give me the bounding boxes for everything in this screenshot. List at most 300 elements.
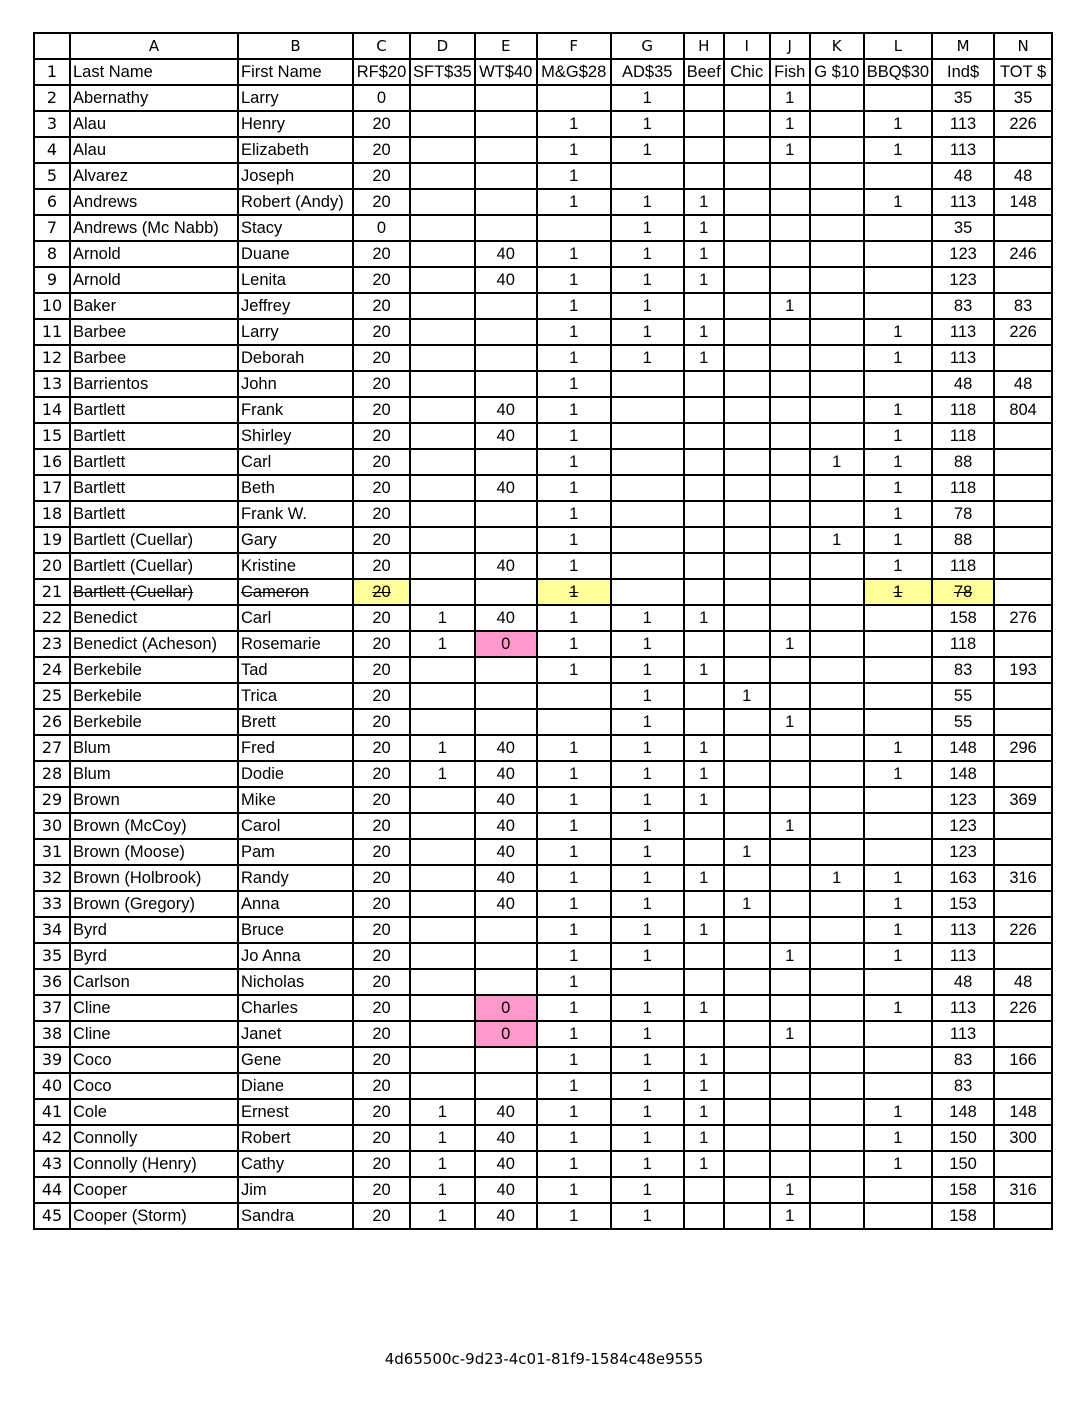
data-cell[interactable]	[684, 1021, 724, 1047]
data-cell[interactable]	[410, 683, 475, 709]
data-cell[interactable]	[770, 969, 810, 995]
data-cell[interactable]: Cooper (Storm)	[70, 1203, 238, 1229]
data-cell[interactable]: Bartlett (Cuellar)	[70, 527, 238, 553]
data-cell[interactable]	[684, 137, 724, 163]
column-header[interactable]: K	[810, 33, 864, 59]
data-cell[interactable]: Coco	[70, 1073, 238, 1099]
data-cell[interactable]	[770, 527, 810, 553]
data-cell[interactable]: 1	[864, 111, 932, 137]
data-cell[interactable]: 1	[537, 969, 611, 995]
row-number[interactable]: 11	[34, 319, 70, 345]
data-cell[interactable]: Gary	[238, 527, 353, 553]
data-cell[interactable]	[994, 423, 1052, 449]
data-cell[interactable]: 1	[537, 241, 611, 267]
data-cell[interactable]	[724, 943, 770, 969]
data-cell[interactable]: Carlson	[70, 969, 238, 995]
data-cell[interactable]	[994, 839, 1052, 865]
data-cell[interactable]	[410, 85, 475, 111]
column-header[interactable]: L	[864, 33, 932, 59]
data-cell[interactable]	[994, 709, 1052, 735]
row-number[interactable]: 13	[34, 371, 70, 397]
data-cell[interactable]	[475, 345, 537, 371]
column-label-cell[interactable]: Beef	[684, 59, 724, 85]
data-cell[interactable]: 1	[611, 319, 684, 345]
data-cell[interactable]: Bartlett	[70, 397, 238, 423]
data-cell[interactable]	[770, 761, 810, 787]
data-cell[interactable]: Blum	[70, 761, 238, 787]
data-cell[interactable]: Beth	[238, 475, 353, 501]
data-cell[interactable]	[611, 397, 684, 423]
data-cell[interactable]: 88	[932, 449, 994, 475]
data-cell[interactable]	[475, 683, 537, 709]
data-cell[interactable]: Bartlett	[70, 423, 238, 449]
data-cell[interactable]	[724, 137, 770, 163]
column-header[interactable]: G	[611, 33, 684, 59]
data-cell[interactable]: 1	[611, 111, 684, 137]
data-cell[interactable]: 113	[932, 1021, 994, 1047]
data-cell[interactable]: Ernest	[238, 1099, 353, 1125]
data-cell[interactable]: 123	[932, 241, 994, 267]
data-cell[interactable]	[770, 1073, 810, 1099]
data-cell[interactable]	[770, 267, 810, 293]
data-cell[interactable]: 0	[475, 631, 537, 657]
data-cell[interactable]: Alau	[70, 137, 238, 163]
data-cell[interactable]	[537, 709, 611, 735]
row-number[interactable]: 14	[34, 397, 70, 423]
data-cell[interactable]: 40	[475, 267, 537, 293]
data-cell[interactable]	[864, 683, 932, 709]
data-cell[interactable]	[410, 397, 475, 423]
data-cell[interactable]	[770, 397, 810, 423]
data-cell[interactable]: 40	[475, 475, 537, 501]
data-cell[interactable]: 1	[864, 761, 932, 787]
data-cell[interactable]: 1	[410, 1099, 475, 1125]
data-cell[interactable]	[864, 163, 932, 189]
data-cell[interactable]: Blum	[70, 735, 238, 761]
row-number[interactable]: 40	[34, 1073, 70, 1099]
data-cell[interactable]: 20	[353, 527, 410, 553]
data-cell[interactable]	[410, 813, 475, 839]
data-cell[interactable]: 20	[353, 1073, 410, 1099]
data-cell[interactable]	[810, 85, 864, 111]
data-cell[interactable]: 1	[537, 917, 611, 943]
data-cell[interactable]	[724, 1047, 770, 1073]
data-cell[interactable]: Byrd	[70, 917, 238, 943]
data-cell[interactable]: 1	[537, 293, 611, 319]
data-cell[interactable]: Stacy	[238, 215, 353, 241]
data-cell[interactable]	[770, 917, 810, 943]
data-cell[interactable]: 1	[537, 839, 611, 865]
data-cell[interactable]: 20	[353, 111, 410, 137]
data-cell[interactable]	[724, 371, 770, 397]
data-cell[interactable]	[475, 969, 537, 995]
data-cell[interactable]	[611, 423, 684, 449]
data-cell[interactable]: Shirley	[238, 423, 353, 449]
data-cell[interactable]: 1	[537, 111, 611, 137]
data-cell[interactable]: 1	[611, 813, 684, 839]
data-cell[interactable]	[684, 111, 724, 137]
data-cell[interactable]: 0	[475, 1021, 537, 1047]
data-cell[interactable]: 804	[994, 397, 1052, 423]
row-number[interactable]: 45	[34, 1203, 70, 1229]
data-cell[interactable]: Bruce	[238, 917, 353, 943]
data-cell[interactable]: 316	[994, 1177, 1052, 1203]
data-cell[interactable]	[410, 1047, 475, 1073]
data-cell[interactable]: Rosemarie	[238, 631, 353, 657]
data-cell[interactable]: Elizabeth	[238, 137, 353, 163]
row-number[interactable]: 21	[34, 579, 70, 605]
data-cell[interactable]: 20	[353, 1151, 410, 1177]
data-cell[interactable]	[410, 1021, 475, 1047]
data-cell[interactable]: 20	[353, 943, 410, 969]
data-cell[interactable]: Alvarez	[70, 163, 238, 189]
data-cell[interactable]	[770, 683, 810, 709]
row-number[interactable]: 9	[34, 267, 70, 293]
data-cell[interactable]	[611, 527, 684, 553]
data-cell[interactable]: Berkebile	[70, 657, 238, 683]
data-cell[interactable]: Baker	[70, 293, 238, 319]
data-cell[interactable]: 1	[611, 709, 684, 735]
data-cell[interactable]: 1	[611, 917, 684, 943]
data-cell[interactable]: Byrd	[70, 943, 238, 969]
data-cell[interactable]	[810, 761, 864, 787]
data-cell[interactable]	[810, 787, 864, 813]
data-cell[interactable]	[537, 683, 611, 709]
data-cell[interactable]: 1	[864, 475, 932, 501]
data-cell[interactable]	[724, 761, 770, 787]
data-cell[interactable]: 20	[353, 371, 410, 397]
data-cell[interactable]: 1	[684, 657, 724, 683]
data-cell[interactable]: 20	[353, 735, 410, 761]
data-cell[interactable]: 1	[864, 1099, 932, 1125]
row-number[interactable]: 25	[34, 683, 70, 709]
data-cell[interactable]	[770, 553, 810, 579]
data-cell[interactable]: 1	[611, 1125, 684, 1151]
data-cell[interactable]: 20	[353, 137, 410, 163]
data-cell[interactable]: 1	[410, 1151, 475, 1177]
data-cell[interactable]: John	[238, 371, 353, 397]
data-cell[interactable]: 20	[353, 501, 410, 527]
data-cell[interactable]: Berkebile	[70, 709, 238, 735]
data-cell[interactable]	[724, 605, 770, 631]
data-cell[interactable]	[810, 553, 864, 579]
data-cell[interactable]	[810, 969, 864, 995]
data-cell[interactable]	[810, 241, 864, 267]
data-cell[interactable]: 40	[475, 605, 537, 631]
data-cell[interactable]: 20	[353, 267, 410, 293]
data-cell[interactable]: 20	[353, 605, 410, 631]
data-cell[interactable]: 48	[932, 163, 994, 189]
data-cell[interactable]	[410, 657, 475, 683]
data-cell[interactable]	[724, 969, 770, 995]
data-cell[interactable]	[724, 267, 770, 293]
column-label-cell[interactable]: Ind$	[932, 59, 994, 85]
column-label-cell[interactable]: TOT $	[994, 59, 1052, 85]
data-cell[interactable]: 1	[537, 657, 611, 683]
data-cell[interactable]: Duane	[238, 241, 353, 267]
data-cell[interactable]: 166	[994, 1047, 1052, 1073]
data-cell[interactable]: 40	[475, 241, 537, 267]
data-cell[interactable]	[724, 85, 770, 111]
row-number[interactable]: 28	[34, 761, 70, 787]
data-cell[interactable]	[475, 293, 537, 319]
data-cell[interactable]	[770, 995, 810, 1021]
data-cell[interactable]: 40	[475, 839, 537, 865]
data-cell[interactable]	[475, 579, 537, 605]
data-cell[interactable]: 1	[864, 319, 932, 345]
data-cell[interactable]: 113	[932, 995, 994, 1021]
data-cell[interactable]: 1	[611, 787, 684, 813]
data-cell[interactable]	[410, 527, 475, 553]
data-cell[interactable]	[810, 891, 864, 917]
data-cell[interactable]	[684, 969, 724, 995]
row-number[interactable]: 19	[34, 527, 70, 553]
data-cell[interactable]: Bartlett	[70, 501, 238, 527]
data-cell[interactable]: 48	[932, 371, 994, 397]
data-cell[interactable]: 40	[475, 1125, 537, 1151]
data-cell[interactable]: 1	[684, 787, 724, 813]
data-cell[interactable]	[724, 709, 770, 735]
data-cell[interactable]: 150	[932, 1151, 994, 1177]
data-cell[interactable]: Brett	[238, 709, 353, 735]
data-cell[interactable]: Bartlett	[70, 449, 238, 475]
data-cell[interactable]	[410, 267, 475, 293]
data-cell[interactable]: Carl	[238, 449, 353, 475]
data-cell[interactable]: Cathy	[238, 1151, 353, 1177]
data-cell[interactable]: 1	[537, 345, 611, 371]
data-cell[interactable]	[994, 683, 1052, 709]
row-number[interactable]: 17	[34, 475, 70, 501]
data-cell[interactable]	[864, 371, 932, 397]
data-cell[interactable]	[724, 111, 770, 137]
data-cell[interactable]	[770, 501, 810, 527]
data-cell[interactable]	[724, 579, 770, 605]
data-cell[interactable]: 163	[932, 865, 994, 891]
data-cell[interactable]: 1	[684, 1151, 724, 1177]
data-cell[interactable]: Kristine	[238, 553, 353, 579]
data-cell[interactable]: 276	[994, 605, 1052, 631]
data-cell[interactable]: 1	[611, 137, 684, 163]
data-cell[interactable]	[864, 813, 932, 839]
data-cell[interactable]	[810, 605, 864, 631]
data-cell[interactable]	[864, 709, 932, 735]
data-cell[interactable]	[410, 475, 475, 501]
data-cell[interactable]: 1	[864, 891, 932, 917]
column-header[interactable]: D	[410, 33, 475, 59]
data-cell[interactable]: Trica	[238, 683, 353, 709]
data-cell[interactable]: 118	[932, 631, 994, 657]
row-number[interactable]: 7	[34, 215, 70, 241]
data-cell[interactable]: Sandra	[238, 1203, 353, 1229]
data-cell[interactable]: 20	[353, 839, 410, 865]
data-cell[interactable]	[410, 943, 475, 969]
data-cell[interactable]: 1	[410, 761, 475, 787]
data-cell[interactable]	[724, 215, 770, 241]
data-cell[interactable]: 113	[932, 319, 994, 345]
data-cell[interactable]	[770, 735, 810, 761]
data-cell[interactable]: 1	[611, 293, 684, 319]
data-cell[interactable]: 20	[353, 787, 410, 813]
data-cell[interactable]	[724, 397, 770, 423]
data-cell[interactable]	[770, 787, 810, 813]
data-cell[interactable]	[475, 137, 537, 163]
data-cell[interactable]	[475, 319, 537, 345]
data-cell[interactable]: 1	[684, 735, 724, 761]
data-cell[interactable]: 148	[994, 189, 1052, 215]
data-cell[interactable]: 1	[537, 995, 611, 1021]
column-header[interactable]: C	[353, 33, 410, 59]
data-cell[interactable]	[770, 189, 810, 215]
column-label-cell[interactable]: First Name	[238, 59, 353, 85]
data-cell[interactable]: Barbee	[70, 319, 238, 345]
data-cell[interactable]: 78	[932, 579, 994, 605]
data-cell[interactable]: 1	[684, 1125, 724, 1151]
data-cell[interactable]	[475, 85, 537, 111]
data-cell[interactable]	[994, 501, 1052, 527]
data-cell[interactable]: 1	[724, 683, 770, 709]
row-number[interactable]: 15	[34, 423, 70, 449]
data-cell[interactable]: 1	[537, 501, 611, 527]
data-cell[interactable]: 369	[994, 787, 1052, 813]
data-cell[interactable]: 1	[770, 1203, 810, 1229]
data-cell[interactable]: 1	[864, 189, 932, 215]
data-cell[interactable]	[684, 839, 724, 865]
data-cell[interactable]	[724, 1099, 770, 1125]
data-cell[interactable]: 40	[475, 813, 537, 839]
data-cell[interactable]: 300	[994, 1125, 1052, 1151]
data-cell[interactable]: 40	[475, 423, 537, 449]
data-cell[interactable]	[810, 1203, 864, 1229]
data-cell[interactable]: 113	[932, 189, 994, 215]
data-cell[interactable]: Arnold	[70, 241, 238, 267]
data-cell[interactable]	[864, 85, 932, 111]
data-cell[interactable]	[994, 267, 1052, 293]
data-cell[interactable]	[810, 1021, 864, 1047]
data-cell[interactable]: 1	[537, 605, 611, 631]
data-cell[interactable]	[864, 657, 932, 683]
row-number[interactable]: 23	[34, 631, 70, 657]
corner-cell[interactable]	[34, 33, 70, 59]
data-cell[interactable]	[410, 241, 475, 267]
data-cell[interactable]: Barbee	[70, 345, 238, 371]
data-cell[interactable]	[770, 371, 810, 397]
data-cell[interactable]: 1	[537, 475, 611, 501]
data-cell[interactable]	[770, 163, 810, 189]
data-cell[interactable]	[684, 891, 724, 917]
data-cell[interactable]: Abernathy	[70, 85, 238, 111]
data-cell[interactable]: Andrews	[70, 189, 238, 215]
data-cell[interactable]	[810, 163, 864, 189]
data-cell[interactable]: 35	[932, 215, 994, 241]
data-cell[interactable]: 1	[611, 761, 684, 787]
data-cell[interactable]	[475, 527, 537, 553]
data-cell[interactable]	[864, 1073, 932, 1099]
data-cell[interactable]	[724, 553, 770, 579]
data-cell[interactable]: 123	[932, 787, 994, 813]
data-cell[interactable]	[770, 345, 810, 371]
data-cell[interactable]: 226	[994, 319, 1052, 345]
data-cell[interactable]: 1	[410, 1177, 475, 1203]
data-cell[interactable]: Gene	[238, 1047, 353, 1073]
data-cell[interactable]: 40	[475, 553, 537, 579]
row-number[interactable]: 1	[34, 59, 70, 85]
data-cell[interactable]	[994, 1203, 1052, 1229]
column-header[interactable]: N	[994, 33, 1052, 59]
data-cell[interactable]	[810, 1125, 864, 1151]
data-cell[interactable]: 1	[537, 1125, 611, 1151]
data-cell[interactable]: 20	[353, 553, 410, 579]
data-cell[interactable]: 0	[353, 85, 410, 111]
data-cell[interactable]: Connolly (Henry)	[70, 1151, 238, 1177]
data-cell[interactable]: 1	[537, 891, 611, 917]
data-cell[interactable]: 158	[932, 605, 994, 631]
data-cell[interactable]: 83	[932, 293, 994, 319]
data-cell[interactable]	[475, 1073, 537, 1099]
data-cell[interactable]	[684, 475, 724, 501]
data-cell[interactable]	[770, 865, 810, 891]
data-cell[interactable]: 118	[932, 553, 994, 579]
column-header[interactable]: F	[537, 33, 611, 59]
data-cell[interactable]: 78	[932, 501, 994, 527]
data-cell[interactable]: 113	[932, 345, 994, 371]
data-cell[interactable]: Carol	[238, 813, 353, 839]
data-cell[interactable]: Brown (McCoy)	[70, 813, 238, 839]
data-cell[interactable]: Carl	[238, 605, 353, 631]
data-cell[interactable]	[684, 501, 724, 527]
data-cell[interactable]	[994, 943, 1052, 969]
data-cell[interactable]	[994, 891, 1052, 917]
data-cell[interactable]	[611, 579, 684, 605]
data-cell[interactable]	[864, 969, 932, 995]
data-cell[interactable]: 20	[353, 1177, 410, 1203]
data-cell[interactable]	[724, 449, 770, 475]
data-cell[interactable]: Larry	[238, 319, 353, 345]
data-cell[interactable]: 1	[724, 891, 770, 917]
data-cell[interactable]	[724, 189, 770, 215]
data-cell[interactable]	[724, 657, 770, 683]
data-cell[interactable]: Cline	[70, 995, 238, 1021]
data-cell[interactable]: 1	[537, 1099, 611, 1125]
column-label-cell[interactable]: BBQ$30	[864, 59, 932, 85]
data-cell[interactable]: 1	[611, 1073, 684, 1099]
data-cell[interactable]	[770, 449, 810, 475]
data-cell[interactable]: Connolly	[70, 1125, 238, 1151]
data-cell[interactable]: 1	[537, 631, 611, 657]
data-cell[interactable]: 1	[611, 631, 684, 657]
data-cell[interactable]	[724, 917, 770, 943]
data-cell[interactable]	[810, 111, 864, 137]
data-cell[interactable]: 40	[475, 787, 537, 813]
data-cell[interactable]	[864, 605, 932, 631]
data-cell[interactable]	[810, 267, 864, 293]
data-cell[interactable]	[684, 683, 724, 709]
data-cell[interactable]: Jim	[238, 1177, 353, 1203]
data-cell[interactable]	[994, 137, 1052, 163]
data-cell[interactable]: Coco	[70, 1047, 238, 1073]
data-cell[interactable]: 1	[410, 735, 475, 761]
data-cell[interactable]	[724, 475, 770, 501]
data-cell[interactable]	[410, 969, 475, 995]
data-cell[interactable]	[724, 345, 770, 371]
data-cell[interactable]	[724, 813, 770, 839]
column-label-cell[interactable]: SFT$35	[410, 59, 475, 85]
data-cell[interactable]: 1	[537, 1203, 611, 1229]
data-cell[interactable]	[684, 709, 724, 735]
column-label-cell[interactable]: Chic	[724, 59, 770, 85]
data-cell[interactable]	[770, 1099, 810, 1125]
data-cell[interactable]	[810, 475, 864, 501]
data-cell[interactable]: 20	[353, 449, 410, 475]
